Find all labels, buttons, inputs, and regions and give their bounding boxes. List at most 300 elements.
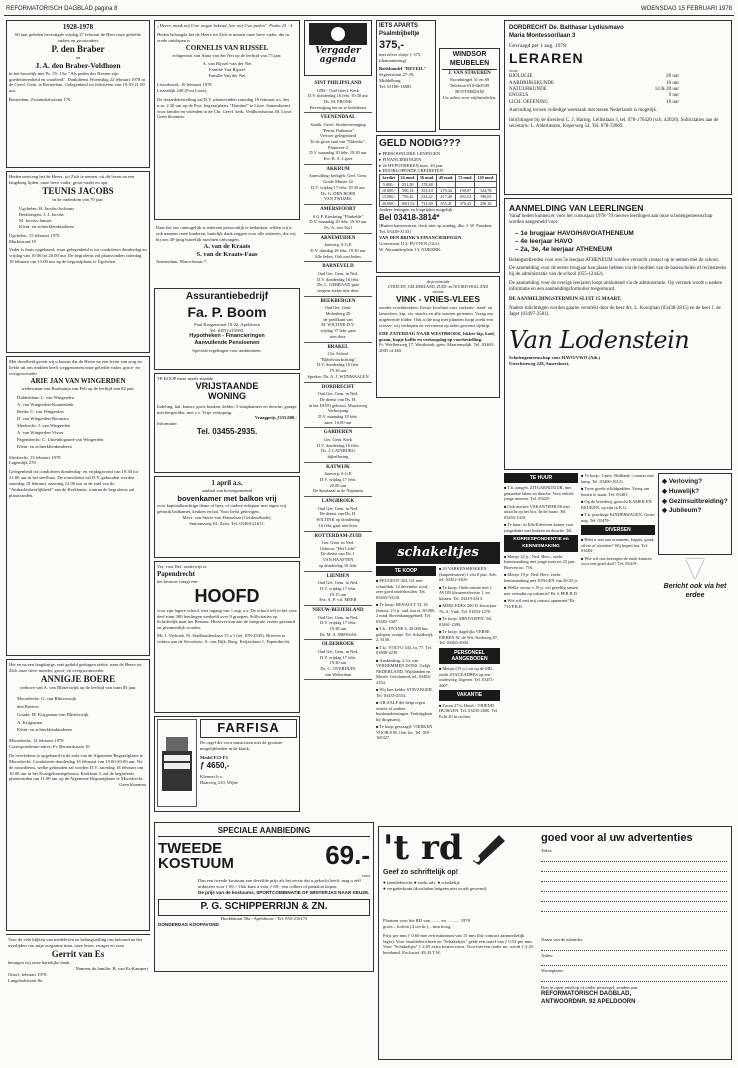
agenda-entry-title: VEENENDAAL (320, 115, 356, 121)
windsor-foot: Uw adres voor stijlmeubelen. (442, 94, 497, 100)
obit-wingerden-family: Dubbeldam: L. van Wingerden A. van Wingerden-Kraaiedonk Breda: C. van Wingerden D. van Wingerden-Boonstra Sliedrecht: J. van Wingerden A. van Wingerden-Visser Papendrecht: C. Uittenbogaard-van Wingerden Klein- en achterkleinkinderen (17, 395, 104, 449)
agenda-entry (304, 383, 372, 429)
classified-item: ■ T.k.: DYANE 6, 20.000 km gelopen, oranje. Tel. Schalkwijk 2, 6130. (376, 626, 436, 643)
column-3-agenda (304, 20, 372, 820)
diversen-item: ■ Wie wil ons bezorgen de oude kranten voor een goed doel? Tel. 03419- (581, 556, 655, 567)
geld-table-cell: 1001,52 (398, 200, 417, 206)
classified-item: ■ Te koop gevraagd: VIERKEN VOOR 8 M. Ook los. Tel. 010-165327. (376, 724, 436, 741)
tekst-line-6[interactable] (541, 904, 727, 912)
farfisa-address: Klemert b.v. Haarweg 210, Wijhe (200, 774, 238, 786)
thanks-end: betuigen wij onze hartelijke dank. (8, 960, 71, 966)
geld-table-cell: 178,48 (417, 181, 436, 187)
tehuur-item: ■ T.h. aangeb. ZITGARNITUUR, met gemaakte laken en douche. Voor enkele jonge mensen. Tel. 03425- (504, 485, 578, 502)
obituary-van-rijssel (154, 20, 300, 220)
geld-item: ▸ PERSOONLIJKE LENINGEN (379, 151, 497, 157)
agenda-entry-title: AKKRUM (326, 166, 350, 172)
geld-table-cell: 5.000,- (380, 181, 399, 187)
obit-boere-name: ANNIGJE BOERE (40, 673, 116, 684)
geld-bel: Bel 03418-3814* (379, 213, 440, 223)
geld-table-cell: 279,44 (437, 188, 456, 194)
classified-item: ■ 20 VARKENSHOKKEN (kuipenhuizen) 1 t/m 8 jaar. Adv. tel. 03452-3309. (439, 566, 500, 583)
iets-shop: Boekhandel "REVEIL" (379, 66, 427, 72)
vakantie-header: VAKANTIE (439, 690, 500, 700)
dordrecht-sub: Gevraagd per 1 aug. 1978: (509, 43, 568, 50)
woonplaats-field[interactable] (541, 974, 727, 982)
vak-name: NATUURKUNDE (509, 86, 547, 92)
thanks-body: Voor de vele blijken van medeleven en belangstelling ons betoond na het overlijden van mijn zorgzame man, onze broer, zwager en oom (8, 937, 142, 948)
schakeltjes-logo: schakeltjes (397, 545, 479, 560)
personeel-header: PERSONEEL AANGEBODEN (439, 648, 500, 665)
obit-jacobs-name: TEUNIS JACOBS (42, 185, 114, 196)
kraats-address: Amsterdam, Marcelstraat 7. (156, 259, 208, 265)
geld-table-cell: 712,40 (417, 200, 436, 206)
agenda-entry-body: Oud Ger. Gem. in Ned. D.V. vrijdag 17 febr. 19.15 uur Evt. A. P. v.d. MEER (317, 580, 359, 603)
agenda-entry-body: Jaarverg. S.G.P. D.V. dinsdag 28 febr. 19.30 uur Alle leden. Ook niet leden. (310, 242, 366, 259)
vak-hours: 14 & 20 uur (654, 86, 679, 92)
verloving-item: ◆ Verloving? (662, 478, 703, 485)
vink-open: EDE ZATERDAG NAAR WESTBROEK, lekker kip, kool, graan, kopje koffie en verkoopdag op voorbestelling. (379, 330, 495, 342)
rijssel-verse: „Heere, maak mij Uwe wegen bekend, leer mij Uwe paden". Psalm 25 : 4 (157, 23, 293, 28)
geld-item: ▸ 2e HYPOTHEKEN max. 20 jaar (379, 163, 497, 169)
goed-title: goed voor al uw advertenties (541, 832, 693, 844)
right-classifieds-col-1 (504, 473, 578, 611)
agenda-entry-title: LANGBROEK (321, 499, 355, 505)
aanm-text-2: De aanmelding voor de eerste brugjaar kan plaats hebben via de hoofden van de basisscholen of rechtstreeks bij de administratie van de school (055-12442). (509, 265, 727, 278)
tehuur-item: ■ Te huur: in Ede/Ederveen kamer voor jongedame met keuken en douche. Tel. (504, 522, 578, 533)
anniversary-intro: 60 jaar geleden bevestigde vrijdag 27 februari de Heer onze geliefde ouders en grootouders (15, 31, 141, 43)
lodenstein-sub: Scholengemeenschap voor HAVO/VWO (Ath.) Utrechtseweg 228, Amersfoort. (509, 355, 601, 367)
agenda-entry-body: Staatk. Geref. Studievereniging "Petrus Dathenus" Vervoer gelegenheid Te de grote zaal van "Elthetho", Pluimvee 2 D.V. maandag 20 febr. 19.30 uur Evt. R. A. Lijzer (309, 121, 367, 162)
geld-table-cell: 555,41 (437, 200, 456, 206)
agenda-entry-title: OLDEBROEK (321, 642, 355, 648)
column-5 (504, 20, 732, 820)
aanm-text-1: Belangstellenden voor een 5e leerjaar ATHENEUM worden verzocht contact op te nemen met de school. (509, 257, 720, 263)
bericht-text: Bericht ook via het erdee (663, 583, 727, 599)
vink-top: de provinciale UTRECHT, GELDERLAND, ZUID- en NOORD-HOLLAND stevent (387, 279, 489, 295)
ad-dordrecht-leraren (504, 20, 732, 195)
geld-table-row (380, 200, 497, 206)
obit-wingerden-intro: Met droefheid geven wij u kennis dat de Heere na een leven van zorg en liefde uit ons midden heeft weggenomen onze geliefde vader, groot- en overgrootvader (9, 359, 142, 376)
vergader-logo-text: Vergader agenda (315, 45, 361, 65)
geld-table-cell: 250,16 (475, 200, 497, 206)
organ-icon (160, 733, 194, 793)
agenda-entry-title: LIENDEN (326, 573, 350, 579)
diversen-item: ■ Hebt u wat aan ornament, kopjes, goud, zilver of sieraden? Wij kopen het. Tel. 03484- (581, 537, 655, 554)
anniversary-address: Rotterdam, Zwaanshalsstraat 176. (9, 97, 72, 103)
agenda-entry-title: ROTTERDAM-ZUID (314, 533, 362, 539)
agenda-entry-title: SINT PHILIPSLAND (314, 81, 362, 86)
ad-iets-aparts (376, 20, 436, 132)
woning-info-label: Informatie: (157, 421, 178, 427)
woning-tel: Tel. 03455-2935. (196, 427, 258, 437)
geld-table-cell: 124,78 (475, 188, 497, 194)
groot-text: groot... kolom (4 cm br.)... mm hoog. (383, 923, 452, 929)
schakeltjes-mid (439, 566, 500, 743)
vak-name: BIOLOGIE (509, 74, 533, 80)
prijs-text: Prijs per mm ƒ 0,60 met een minimum van 15 mm (bij contract aanmerkelijk lager). Voor familieberichten en "Schakeltjes" geldt een tarief van ƒ 0,53 per mm. Voor "Schakeltjes" ƒ 2,05 extra kosten extra. Voor brieven onder no. wordt ƒ 2,25 berekend. Exclusief 4% B.T.W. (383, 932, 534, 956)
agenda-entry-title: BARNEVELD (322, 264, 354, 270)
ad-hoofd-papendrecht (154, 561, 300, 713)
obit-wingerden-sub: weduwnaar van Barthanija van Pelt op de leeftijd van 84 jaar. (21, 385, 135, 391)
agenda-entry-title: DORDRECHT (321, 384, 355, 390)
schakeltjes-left (376, 566, 436, 743)
hoofd-text: het bestuur vraagt een (157, 578, 198, 584)
kostuum-title: TWEEDE KOSTUUM (158, 839, 234, 872)
ad-bovenkamer (154, 476, 300, 558)
agenda-list (304, 79, 372, 680)
adres-field[interactable] (541, 958, 727, 966)
classified-item: ■ Te koop: 1-pers. Bedbank + matras met lamp. Tel. 03400-10121. (581, 473, 655, 484)
thanks-kraats (154, 223, 300, 285)
geld-table-cell: 534,42 (417, 194, 436, 200)
geld-note: Andere leningen en looptijden mogelijk. (379, 207, 454, 213)
korrespondentie-item: ■ Welke vrouw v.19 jr. wil gezellig samen met vriendin op vakantie? Br. 6 PER R.D. (504, 585, 578, 596)
windsor-title: WINDSOR MEUBELEN (442, 51, 497, 70)
page-header (4, 4, 734, 16)
anniversary-name-2: J. A. den Braber-Voldhoen (35, 61, 121, 71)
rijssel-sub: echtgenoot van Anna van der Net op de leeftijd van 73 jaar. (172, 52, 282, 58)
anniversary-body: in het huwelijk met Ps. 55: 15a: "Als paden des Heeren zijn goedertierenheid en waarheid". Dankdienst Woensdag 22 februari 1978 in de Geref. Gem. te Rotterdam. Gelegenheid tot feliciteren van 19.30-21.00 uur. (9, 70, 145, 94)
geld-item: ▸ FINANCIERINGEN (379, 157, 497, 163)
geld-table-header: 24 mnd. (398, 175, 417, 181)
agenda-entry (304, 79, 372, 113)
aanm-list (515, 230, 727, 255)
tehuur-header: TE HUUR (504, 473, 578, 483)
classified-item: ■ Te koop: dagelijks VERSE EIEREN W. de Wit, Kerkweg 87, Tel. 03465-2004. (439, 629, 500, 646)
iets-sub: met zilver slotje ƒ 375,- (diamantering) (379, 52, 423, 64)
bon-address: REFORMATORISCH DAGBLAD, ANTWOORDNR. 92 APELDOORN (541, 991, 636, 1005)
agenda-entry (304, 463, 372, 497)
arrow-down-icon (686, 559, 704, 579)
aanm-item: – 2a, 3e, 4e leerjaar ATHENEUM (515, 246, 613, 254)
geld-table-cell: 251,50 (398, 181, 417, 187)
agenda-entry (304, 234, 372, 263)
rijssel-name: CORNELIS VAN RIJSSEL (185, 43, 269, 52)
agenda-entry (304, 262, 372, 296)
kostuum-shop: P. G. SCHIPPERRIJN & ZN. (158, 899, 370, 916)
agenda-entry-body: Oud Ger. Gem. in Ned. De dienst van Ds. H. in het DOJO gebouw, Maartsweg Verkooping D.V. maandag 18 febr. aanv. 10.00 uur (308, 391, 368, 425)
agenda-entry (304, 640, 372, 680)
tekst-line-2[interactable] (541, 864, 727, 872)
pen-hand-icon (469, 831, 509, 865)
aanm-item: – 1e brugjaar HAVO/HAVO/ATHENEUM (515, 229, 634, 237)
tehuur-item: ■ Ook nieuwe VAKANTIEHUIS met uitzicht op het bos. In de buurt. Tel. 03455-1410. (504, 504, 578, 521)
right-classifieds (504, 473, 732, 611)
vak-hours: 16 uur (666, 80, 679, 86)
tekoop-header: TE KOOP (376, 566, 436, 576)
anniversary-notice (6, 20, 150, 168)
vak-hours: 16 uur (666, 99, 679, 105)
obit-wingerden-date: Sliedrecht, 13 februari 1978 Lagendijk 278 (9, 454, 61, 466)
kostuum-banner: SPECIALE AANBIEDING (158, 826, 370, 837)
obit-jacobs-funeral: Vader is thuis opgebaard, waar gelegenheid is tot condoleren donderdag en vrijdag van 19.00 tot 20.00 uur. De begrafenis zal plaatsvinden zaterdag 18 februari om 13.00 uur op de begraafplaats te Ugchelen. (9, 247, 147, 265)
ad-windsor (439, 48, 500, 130)
vink-address: Fr. Weiflenweg 17, Westbroek, gem. Maartensdijk. Tel. 03465-2005 of 465. (379, 342, 495, 354)
rijssel-funeral: De teraardebestelling zal D.V. plaatsvinden zaterdag 18 februari a.s. des n.m. 2.30 uur op de Prot. begraafplaats "Duinhof" te Lisse. Samenkomst voor familie en vrienden in de Chr. Geref. kerk, Veldhorststraat 40, Lisse. (157, 96, 293, 114)
farfisa-price: ƒ 4650,- (200, 761, 230, 771)
iets-address: Segeerstraat 27-29, Middelburg Tel. 01180-13885 (379, 72, 415, 89)
boom-name: Fa. P. Boom (187, 303, 267, 320)
agenda-entry-body: Oud Ger. Gem. Molenberg 20 de predikant van M. WILTINK D.V. vrijdag 17 febr. gaat niet door (320, 305, 356, 339)
boom-address: Paul Krugerstraat 18-22, Apeldoorn Tel. (055)-215993. (194, 321, 260, 333)
kraats-name: A. van de Kraats S. van de Kraats-Faas (196, 242, 258, 258)
obit-jacobs-age: in de ouderdom van 79 jaar. (52, 197, 104, 203)
classified-item: ■ Twee goede schildpadden. Vroeg om buiten te staan. Tel. 03481- (581, 486, 655, 497)
geld-table-header: 72 mnd. (456, 175, 475, 181)
vak-hours: 9 uur (668, 93, 679, 99)
rijssel-sign: A. van Rijssel-van der Net Familie Van Rijssel Familie Van der Net (202, 61, 252, 79)
hoofd-contact: Mr. J. Verhoek, Pr. Stadhouderslaan 15 a 1 (tel. 078-3345). Brieven te richten aan de Secretaris: A. van Dijk, Burg. Keijzerlaan 1, Papendrecht. (157, 633, 291, 645)
agenda-entry-body: Oud Ger. Gem. in Ned. D.V. vrijdag 17 febr. 19.30 uur Ds. C. OVERDUIN van Wekerdam (317, 648, 359, 677)
obit-jacobs-family: Ugchelen: B. Jacobs-Jochems Beekbergen: J. J. Jacobs M. Jacobs-Jansen Klein- en achterkleinkinderen (19, 206, 74, 229)
geld-table-cell: 417,40 (437, 194, 456, 200)
obituary-van-wingerden (6, 356, 150, 656)
agenda-entry (304, 428, 372, 462)
vak-name: ENGELS (509, 93, 529, 99)
korrespondentie-item: ■ Meisje 19 jr. Ned. Herv. zoekt kennismaking met JONGEN van 20-25 jr. (504, 572, 578, 583)
geld-table-cell: 353,14 (417, 188, 436, 194)
classified-item: ■ T.k. prachtige KINDERWAGEN. Gezin nog. Tel. 03479- (581, 512, 655, 523)
agenda-entry-body: S.G.P. Kieskring "Flinkelde" D.V. maandag 20 febr. 19.30 uur Ds. A. van Tuyl (309, 213, 367, 230)
hoofd-title: HOOFD (194, 585, 260, 606)
agenda-entry-body: Ger. Gem. Kerk D.V. donderdag 16 febr. Ds. J. CATSBURG bijbellezing (316, 436, 360, 460)
agenda-entry-title: ARNEMUIDEN (320, 235, 356, 241)
kostuum-address: Hoofdstraat 50a - Apeldoorn - Tel. 055-216173 (220, 915, 308, 921)
aanm-title: AANMELDING VAN LEERLINGEN (509, 203, 644, 213)
vakantie-item: ■ Zoom 27 b. Hotel - VRIEND HUISGEN. Tel. 03435-2600. Tel. Echt 20 in rechter. (439, 703, 500, 720)
agenda-entry-body: Ger. Gem. in Ned. Gebouw "Het Licht" De dienst van Ds. J. VAN HAAFTEN op donderdag 16 febr. (318, 540, 358, 568)
geef-options: ● familiebericht ● zoekt adv. ● schakeltje ● vergaderkrant (doorhalen hetgeen niet wordt gewenst) (383, 879, 487, 891)
kostuum-voor: voor (361, 872, 370, 878)
iets-title: IETS APARTS Psalmbijbeltje (379, 23, 420, 37)
anniversary-and: en (75, 55, 81, 61)
geld-table-cell: 20.000,- (380, 200, 399, 206)
plaatsen-text: Plaatsen voor het RD van ........ en ........... 1978 (383, 917, 470, 923)
kostuum-price: 69.- (325, 840, 370, 871)
thanks-notice (6, 934, 150, 1046)
ad-aanmelding-leerlingen (504, 198, 732, 470)
order-form-left (383, 828, 535, 914)
agenda-entry-title: AMERSFOORT (320, 207, 356, 212)
order-form-right (541, 831, 727, 914)
naam-label: Naam van de afzender: (541, 936, 584, 942)
aanm-text-3: De aanmelding voor de overige leerjaren loopt uitsluitend via de administratie. Op verzoek wordt u nadere informatie en een aanmeldingsformulier toegestuurd. (509, 280, 723, 293)
agenda-entry-body: Oud Ger. Gem. in Ned. D.V. donderdag 16 febr. Ds. L. GEBRAAD gaat wegens ziekte niet door (316, 270, 360, 293)
verloving-item: ◆ Jubileum? (662, 507, 702, 515)
aanm-item: – 4e leerjaar HAVO (515, 237, 573, 245)
classified-item: ■ MERCEDES 200 D. bouwjaar 76, A. Vink. Tel. 01854-1270. (439, 603, 500, 614)
vink-text: zonder vruchtkoeken. Eerste kwaliteit vars varkens-, rund- en lamsvlees, kip, vis, snacks en alle soorten groenten. Vraag ons uitgebreide folder. Ook u die nog met plannen loopt zoekt een vriezer, wij verkopen en vervoeren op ieder gewenst tijdstip. (379, 305, 494, 328)
agenda-entry (304, 205, 372, 234)
agenda-entry (304, 532, 372, 572)
bovenkamer-title: bovenkamer met balkon vrij (177, 493, 277, 503)
agenda-entry-title: BRAKEL (327, 344, 349, 350)
geld-table-header: 36 mnd. (417, 175, 436, 181)
obit-wingerden-funeral: Gelegenheid tot condoleren donderdag- en vrijdagavond van 19.30 tot 21.00 uur in het sterfhuis. De rouwdienst zal D.V. gehouden worden zaterdag 18 februari, aanvang 12.00 uur in de zaal van de "Ambachtsheerlijkheid" aan de Kerkbuurt, waarna de begrafenis zal plaatsvinden. (9, 469, 138, 498)
woning-small: TE KOOP meer maals staande (157, 376, 214, 381)
ad-order-form (378, 826, 732, 1060)
right-classifieds-col-3 (658, 473, 732, 611)
bovenkamer-text: voor kapitaalkrachtige dame of heer, of oudere echtpaar met eigen vrij gebruik badkamer, keuken en hal. Voor liefst gelovigen. (157, 503, 287, 515)
kostuum-note: De prijs van de kostuums, SPORTCOMBINATIE OF WINTERJAS NAAR KEUZE. (198, 890, 370, 896)
agenda-entry-body: Oud Ger. Gem. in Ned. De dienst van Ds. H. WILTINK op donderdag 16 febr. gaat niet door (316, 505, 360, 528)
vink-title: VINK - VRIES-VLEES (395, 294, 481, 305)
obit-boere-sub: weduwe van A. van Blitterswijk op de leeftijd van ruim 85 jaar. (19, 685, 137, 691)
agenda-entry (304, 572, 372, 606)
thanks-name: Gerrit van Es (51, 948, 105, 959)
rijssel-text: Heden behaagde het de Heere tot Zich te nemen onze lieve vader, die in vrede ontslapen is (157, 31, 289, 43)
farfisa-model: Model F23-F3 (200, 755, 228, 761)
ad-vrijstaande-woning (154, 373, 300, 473)
agenda-entry (304, 165, 372, 205)
obit-boere-intro: Het en na een langdurige, met geduld gedragen ziekte, nam de Heere tot Zich onze lieve moeder, groot- en overgrootmoeder (9, 662, 142, 673)
dordrecht-info: Inlichtingen bij de directeur C. J. Hartog, Cellistlaan 3, tel. 078-170420 (sch. 42020). Sollicitaties aan de secretaris: L. Alderliesten, Keperweg 54, Tel. 078-72069. (509, 117, 719, 129)
geld-table-cell: 500,14 (398, 188, 417, 194)
obit-boere-end: Geen bloemen. (119, 782, 147, 788)
thanks-sign: Namens de familie: B. van Es-Kampert (75, 966, 148, 972)
vak-name: LICH. OEFENING (509, 99, 549, 105)
classified-item: ■ Te koop: RENAULT TL 16 (bruin), 2½ jr. oud, km.st. 30.000, 2 mnd. Bovenkampgebied. Tel. 03482-3307. (376, 602, 436, 624)
windsor-name: J. VAN STAVEREN (448, 70, 491, 76)
thanks-date: Ottorf, februari 1978. Langeholtstraat 8a. (8, 972, 48, 983)
bon-text: Bon in open envelop of onder postzegel, zenden aan: (541, 985, 639, 991)
vergader-logo-icon (309, 23, 367, 45)
schakeltjes-logo-box (376, 542, 500, 564)
classified-item: ■ PEUGEOT 304, GL met schuifdak, 14 december rood, zeer goed onderhouden. Tel. 03403-53110. (376, 578, 436, 600)
vak-hours: 20 uur (666, 74, 679, 80)
obit-wingerden-name: ARIE JAN VAN WINGERDEN (30, 376, 126, 385)
agenda-entry-body: Aanvulling: kerkgeb. Gerf. Gem. Goule Minste 24 D.V. vrijdag 17 febr. 19.30 uur Ds. G. DEN BOER VAN TWIJZEL (308, 173, 368, 202)
geld-table (379, 174, 497, 207)
classified-item: ■ AR-ZALF die helpt tegen acnees of andere huidaandoeningen. Verkrijgbaar bij drogisterij. (376, 700, 436, 722)
tekst-line-1[interactable] (541, 854, 727, 862)
agenda-entry (304, 497, 372, 531)
ad-farfisa (154, 716, 300, 812)
rijssel-end: Geen bloemen. (157, 114, 185, 120)
geld-table-cell: 190,07 (456, 188, 475, 194)
geld-table-cell: 293,52 (456, 194, 475, 200)
td-logo: 't rd (383, 828, 463, 868)
geld-table-header: 120 mnd. (475, 175, 497, 181)
anniversary-dates: 1928-1978 (62, 23, 94, 31)
geef-label: Geef zo schriftelijk op! (383, 869, 459, 876)
aanm-info: Nadere inlichtingen worden gaarne verstrekt door de heer drs. L. Kooijman (03438-2815) en de heer J. de Jager (03497-2581). (509, 305, 721, 318)
woning-price: Vraagprijs ƒ235.000,- (254, 415, 297, 421)
windsor-address: Noordsingel 51 en 69 Telefoon 010-662949 ROTTERDAM (449, 77, 490, 95)
classified-item: ■ Te koop: Oude ruimte met 1 AVON kleurentelevisie 1, en binnen. Tel. 03419-2613. (439, 585, 500, 602)
agenda-entry-title: NIEUW-BEIJERLAND (312, 608, 364, 613)
ad-geld-nodig (376, 135, 500, 273)
lodenstein-logo: Van Lodenstein (509, 325, 690, 354)
hoofd-top: Ver. voor Ref. onderwijs te (157, 564, 207, 569)
korrespondentie-item: ■ Meisje 22 jr., Ned. Herv., zoekt kennismaking met jonge man tot 25 jaar. Brieven no. 716. (504, 554, 578, 571)
bovenkamer-sub: aanbod van bovengenoemd (201, 487, 253, 493)
tekst-line-5[interactable] (541, 894, 727, 902)
obituary-jacobs (6, 171, 150, 353)
obit-boere-date: Moordrecht, 14 februari 1978 Correspondentie-adres: Fr. Bernardstraat 16 (9, 738, 90, 749)
dordrecht-voor: voor: (509, 68, 519, 74)
farfisa-text: De orgel die voor musicisten met de grootste mogelijkheden in de klank. (200, 739, 283, 751)
adres-label: Adres: (541, 952, 554, 958)
dordrecht-text: Aanvulling tot een volledige weektaak met lessen Nederlands is mogelijk. (509, 108, 658, 114)
iets-price: 375,- (379, 39, 405, 52)
agenda-entry (304, 297, 372, 343)
tekst-line-4[interactable] (541, 884, 727, 892)
geld-table-cell: 15.000,- (380, 194, 399, 200)
classified-item: ■ Te koop: MINIVIJFEN. Tel. 03461-2390. (439, 616, 500, 627)
tekst-line-3[interactable] (541, 874, 727, 882)
tekst-label: Tekst: (541, 848, 553, 854)
agenda-entry-body: Jaarverg. S.G.P. D.V. vrijdag 17 febr. 20.00 uur De Sportzaal in de Neptunus (312, 471, 364, 494)
kraats-text: Daar het ons onmogelijk is iedereen persoonlijk te bedanken, willen wij u, ook namens onze kinderen, hartelijk dank zeggen voor alle attenties, die wij bij ons 40-jarig huwelijk mochten ontvangen. (156, 225, 296, 242)
diversen-header: DIVERSEN (581, 525, 655, 535)
agenda-entry (304, 343, 372, 383)
aanm-intro: Vanaf heden kunnen er voor het cursusjaar 1978-'79 nieuwe leerlingen aan onze scholengemeenschap worden aangemeld voor: (509, 213, 713, 226)
boom-services: Hypotheken - Financieringen Aanvullende Pensioenen (189, 333, 265, 347)
boom-title: Assurantiebedrijf (185, 291, 269, 302)
header-left: REFORMATORISCH DAGBLAD pagina 8 (6, 6, 118, 13)
verloving-item: ◆ Gezinsuitbreiding? (662, 497, 728, 505)
korrespondentie-header: KORRESPONDENTIE en KENNISMAKING (504, 535, 578, 551)
obit-boere-funeral: De overledene is opgebaard in de aula van de Algemene Begraafplaats te Moordrecht. Condoleren donderdag 16 februari van 19.00-20.00 uur. Na de rouwdienst, welke gehouden zal worden D.V. zaterdag 18 februari om 10.00 uur in het Evangelisatiegebouw, Kerklaan 3, zal de begrafenis plaatsvinden om 11.00 uur op de Algemene Begraafplaats te Moordrecht. (9, 752, 144, 782)
classified-item: ■ Aanbieding: 2 Gr. van VERNEMMEN DONS. Gelijk NEDERLAND, Wijnlanden en Moerb. Geschuimd, tel. 03484-2554. (376, 658, 436, 686)
geld-table-cell: 10.000,- (380, 188, 399, 194)
column-4 (376, 20, 500, 560)
geld-table-cell: 376,43 (456, 200, 475, 206)
geld-table-cell: 750,42 (398, 194, 417, 200)
header-right: WOENSDAG 15 FEBRUARI 1978 (640, 6, 732, 13)
agenda-entry-body: GBS - Oud Geref. Kerk D.V. donderdag 16 febr. 19.30 uur Ds. M. PRONK Bevestiging ten en te kerkdienst (307, 87, 369, 110)
obit-jacobs-date: Ugchelen, 15 februari 1978 Marktstraat 19 (9, 232, 60, 244)
hoofd-city: Papendrecht (157, 569, 195, 578)
aanm-deadline: DE AANMELDINGSTERMIJN SLUIT 15 MAART. (509, 296, 622, 302)
obituary-boere (6, 659, 150, 931)
geld-list (379, 151, 497, 175)
dordrecht-title: LERAREN (509, 50, 584, 67)
agenda-entry (304, 606, 372, 640)
verloving-box (658, 473, 732, 555)
agenda-entry-title: KATWIJK (326, 464, 350, 470)
kostuum-text: Dan een tweede kostuum van dezelfde prijs als het eerste dat u gekocht heeft, mag u zelf uitkiezen voor ƒ 69,-. Ook kunt u voor ƒ 69,- een colbert of pantalon kopen. (198, 878, 361, 890)
korrespondentie-item: ■ Wie wil met mij contact opnemen? Br. 714 P.R.D. (504, 598, 578, 609)
classified-item: ■ T.k.: VOLVO 343, bj. 77. Tel. 01808-2239. (376, 645, 436, 656)
naam-field[interactable] (541, 943, 727, 951)
boom-extra: Speciale regelingen voor ambtenaren. (192, 347, 262, 353)
rijssel-date: Lisserbroek, 16 februari 1978 Lisserdijk 248 (Post Lisse). (157, 82, 212, 93)
hoofd-body: voor zijn lagere school, met ingang van 1 aug. a.s. De school telt in het voor deel ruim 300 leerlingen verdeeld over 9 groepen. Sollicitaties op Schriftelijk naar het Bestuur. Hierover kan aan de integrale verder gestuurd en gezamenlijk worden. (157, 607, 297, 631)
obit-boere-family: Moordrecht: G. van Blitterswijk den Boeters Gouda: M. Krijgsman-van Blitterswijk A. Krijgsman Klein- en achterkleinkinderen (17, 696, 89, 733)
verloving-item: ◆ Huwelijk? (662, 488, 700, 496)
geld-address: Grotestraat 113, PUTTEN (Gld.) W. Alexanderplein 13, NIJKERK. (379, 240, 442, 252)
agenda-entry-body: Oud Ger. Gem. in Ned. D.V. vrijdag 17 febr. 19.30 uur Ds. M. A. MIESSAS (317, 614, 359, 637)
bovenkamer-when: 1 april a.s. (211, 479, 243, 487)
agenda-entry (304, 113, 372, 165)
geld-table-cell: 190,03 (475, 194, 497, 200)
vergader-logo-box (304, 20, 372, 76)
column-1 (6, 20, 150, 1060)
vak-name: AARDRIJKSKUNDE (509, 80, 555, 86)
farfisa-brand: FARFISA (200, 719, 297, 738)
agenda-entry-title: GARDEREN (323, 430, 353, 436)
geld-title: GELD NODIG??? (379, 138, 461, 149)
dordrecht-head: DORDRECHT De. Balthasar Lydiusmavo Maria Montessorilaan 3 (509, 25, 624, 39)
schakeltjes-section (376, 542, 500, 820)
agenda-entry-title: BEEKBERGEN (320, 298, 356, 304)
geld-bel-sub: (Buiten kantooruren, doch niet op zondag, dhr. J. W. Franken. Tel. 03418-3133) (379, 223, 493, 235)
woning-text: Indeling: hal, kamer, grote keuken, kelder, 5 slaapkamers en douche, garage met bergzolder, met c.v. Vrije verkoping. (157, 403, 297, 415)
geld-item: ▸ DOORLOPENDE CREDIETEN (379, 168, 497, 174)
organ-image (157, 719, 197, 807)
